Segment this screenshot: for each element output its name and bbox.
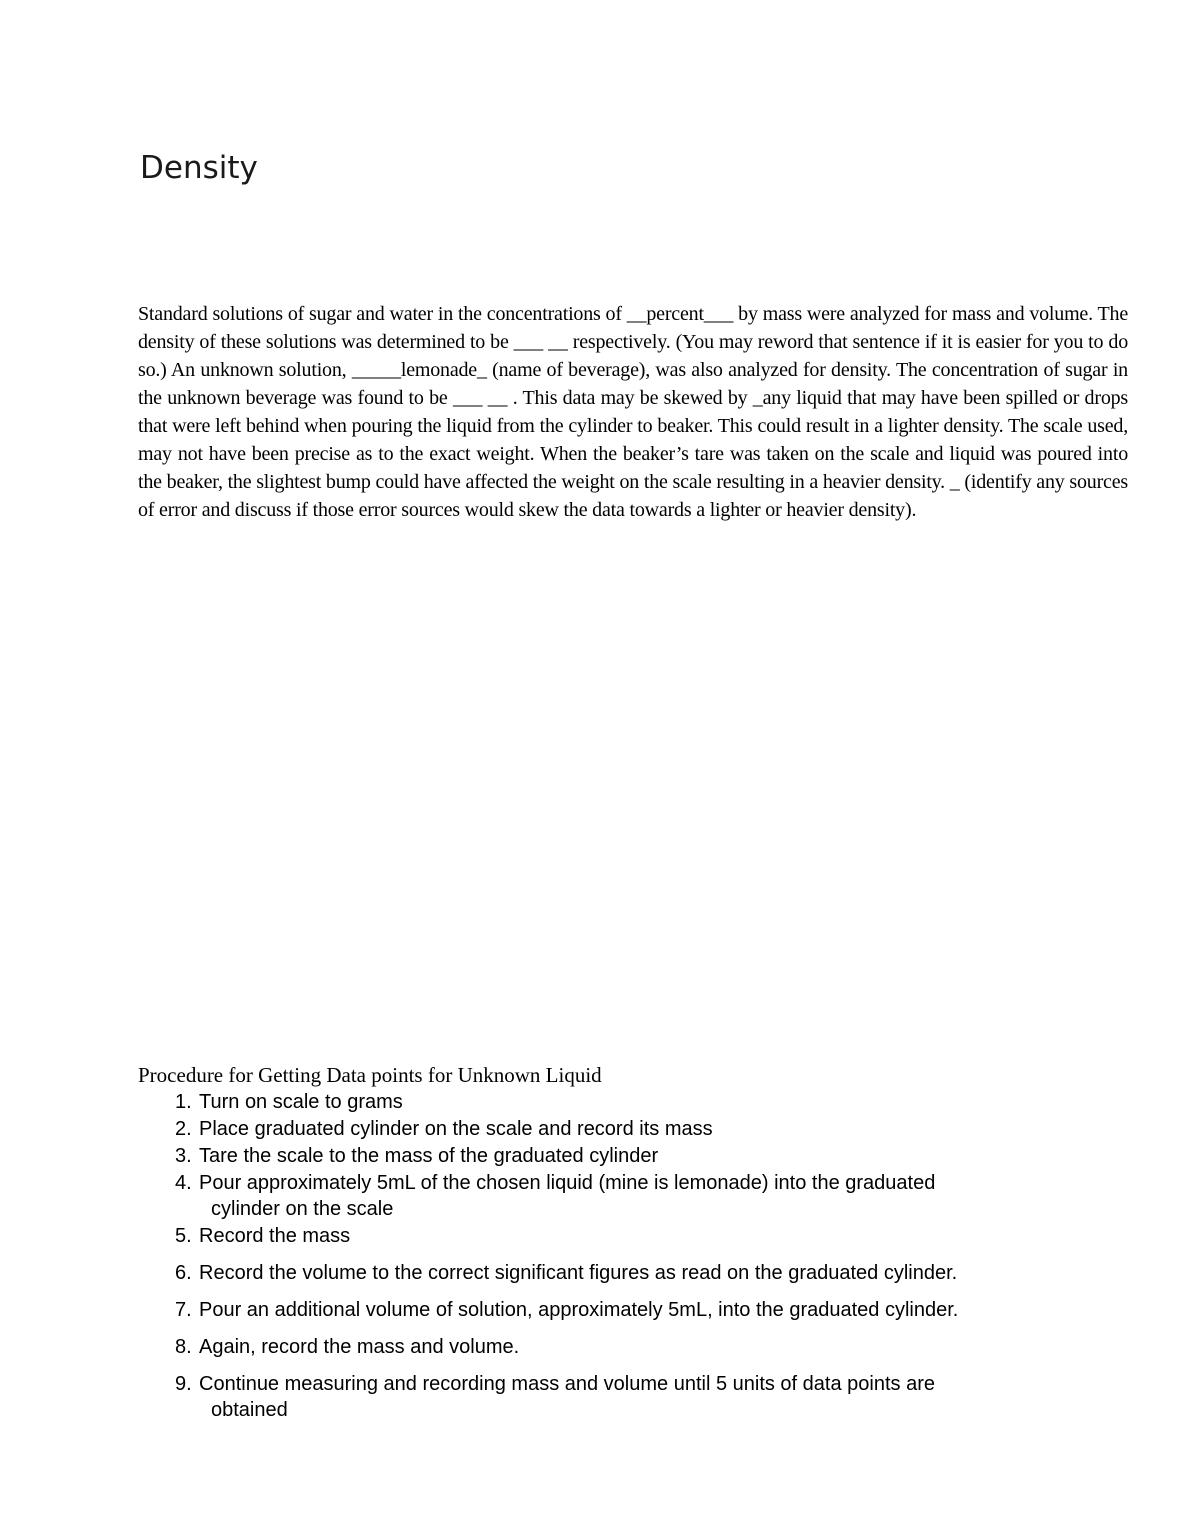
analysis-paragraph: Standard solutions of sugar and water in the concentrations of __percent___ by mass were analyzed for mass and volume. The density of these solutions was determined to be ___ __ respectively. (You may reword that sentence if it is easier for you to do so.) An unknown solution, _____lemonade_ (name of beverage), was also analyzed for density. The concentration of sugar in the unknown beverage was found to be ___ __ . This data may be skewed by _any liquid that may have been spilled or drops that were left behind when pouring the liquid from the cylinder to beaker. This could result in a lighter density. The scale used, may not have been precise as to the exact weight. When the beaker’s tare was taken on the scale and liquid was poured into the beaker, the slightest bump could have affected the weight on the scale resulting in a heavier density. _ (identify any sources of error and discuss if those error sources would skew the data towards a lighter or heavier density). bbox=[138, 303, 1128, 521]
procedure-step-4 bbox=[175, 1170, 1128, 1222]
procedure-step-2 bbox=[175, 1116, 1128, 1142]
procedure-step-1 bbox=[175, 1089, 1128, 1115]
step-number: 9. bbox=[175, 1373, 192, 1395]
procedure-step-5 bbox=[175, 1223, 1128, 1249]
procedure-step-8 bbox=[175, 1334, 1128, 1360]
step-text: Place graduated cylinder on the scale and record its mass bbox=[199, 1118, 713, 1140]
procedure-section bbox=[138, 1062, 1128, 1423]
step-number: 7. bbox=[175, 1299, 192, 1321]
step-number: 1. bbox=[175, 1091, 192, 1113]
step-text: Record the volume to the correct significant figures as read on the graduated cylinder. bbox=[199, 1262, 958, 1284]
step-text: Tare the scale to the mass of the graduated cylinder bbox=[199, 1145, 659, 1167]
step-text: Turn on scale to grams bbox=[199, 1091, 403, 1113]
step-text-continued: cylinder on the scale bbox=[211, 1198, 394, 1220]
procedure-step-9 bbox=[175, 1371, 1128, 1423]
step-number: 8. bbox=[175, 1336, 192, 1358]
step-number: 4. bbox=[175, 1172, 192, 1194]
step-text-continued: obtained bbox=[211, 1399, 288, 1421]
procedure-heading: Procedure for Getting Data points for Unknown Liquid bbox=[138, 1063, 602, 1087]
step-text: Again, record the mass and volume. bbox=[199, 1336, 520, 1358]
procedure-step-3 bbox=[175, 1143, 1128, 1169]
procedure-steps-list bbox=[138, 1089, 1128, 1423]
step-text: Pour approximately 5mL of the chosen liquid (mine is lemonade) into the graduated bbox=[199, 1172, 936, 1194]
step-text: Pour an additional volume of solution, approximately 5mL, into the graduated cylinder. bbox=[199, 1299, 959, 1321]
step-number: 2. bbox=[175, 1118, 192, 1140]
document-title: Density bbox=[140, 150, 258, 186]
procedure-step-7 bbox=[175, 1297, 1128, 1323]
step-number: 5. bbox=[175, 1225, 192, 1247]
step-number: 3. bbox=[175, 1145, 192, 1167]
step-number: 6. bbox=[175, 1262, 192, 1284]
procedure-step-6 bbox=[175, 1260, 1128, 1286]
step-text: Continue measuring and recording mass and volume until 5 units of data points are bbox=[199, 1373, 935, 1395]
step-text: Record the mass bbox=[199, 1225, 351, 1247]
